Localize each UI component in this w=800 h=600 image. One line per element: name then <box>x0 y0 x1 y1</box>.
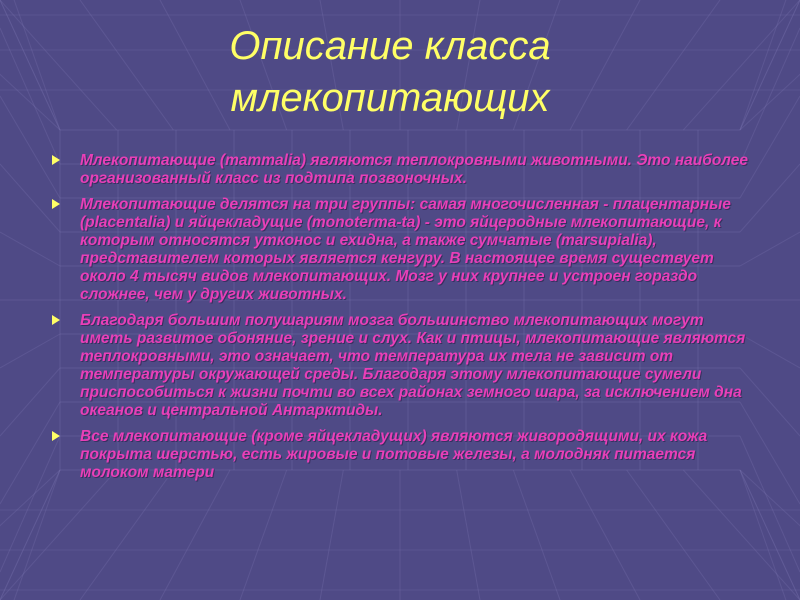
list-item <box>50 428 750 482</box>
grid-line <box>683 0 800 130</box>
grid-line <box>627 0 720 130</box>
triangle-bullet-icon <box>52 431 60 441</box>
grid-line <box>0 0 117 130</box>
bullet-text: Млекопитающие (mammalia) являются теплокровными животными. Это наиболее организованный класс из подтипа позвоночных. <box>80 152 748 187</box>
bullet-text: Благодаря большим полушариям мозга большинство млекопитающих могут иметь развитое обоняние, зрение и слух. Как и птицы, млекопитающие являются теплокровными, это означает, что температура их тела не зависит от температуры окружающей среды. Благодаря этому млекопитающие сумели приспособиться к жизни почти во всех районах земного шара, за исключением дна океанов и центральной Антарктиды. <box>80 312 746 419</box>
grid-line <box>0 28 60 164</box>
list-item <box>50 152 750 188</box>
list-item <box>50 312 750 420</box>
triangle-bullet-icon <box>52 199 60 209</box>
grid-line <box>740 28 800 164</box>
list-item <box>50 196 750 304</box>
slide-title: Описание класса млекопитающих <box>229 24 551 120</box>
triangle-bullet-icon <box>52 315 60 325</box>
bullet-text: Все млекопитающие (кроме яйцекладущих) являются живородящими, их кожа покрыта шерстью, есть жировые и потовые железы, а молодняк питается молоком матери <box>80 428 708 481</box>
bullet-text: Млекопитающие делятся на три группы: самая многочисленная - плацентарные (placentalia) и яйцекладущие (monoterma-ta) - это яйцеродные млекопитающие, к которым относятся утконос и ехидна, а также сумчатые (marsupialia), представителем которых является кенгуру. В настоящее время существует около 4 тысяч видов млекопитающих. Мозг у них крупнее и устроен гораздо сложнее, чем у других животных. <box>80 196 731 303</box>
bullet-list <box>50 152 750 490</box>
triangle-bullet-icon <box>52 155 60 165</box>
